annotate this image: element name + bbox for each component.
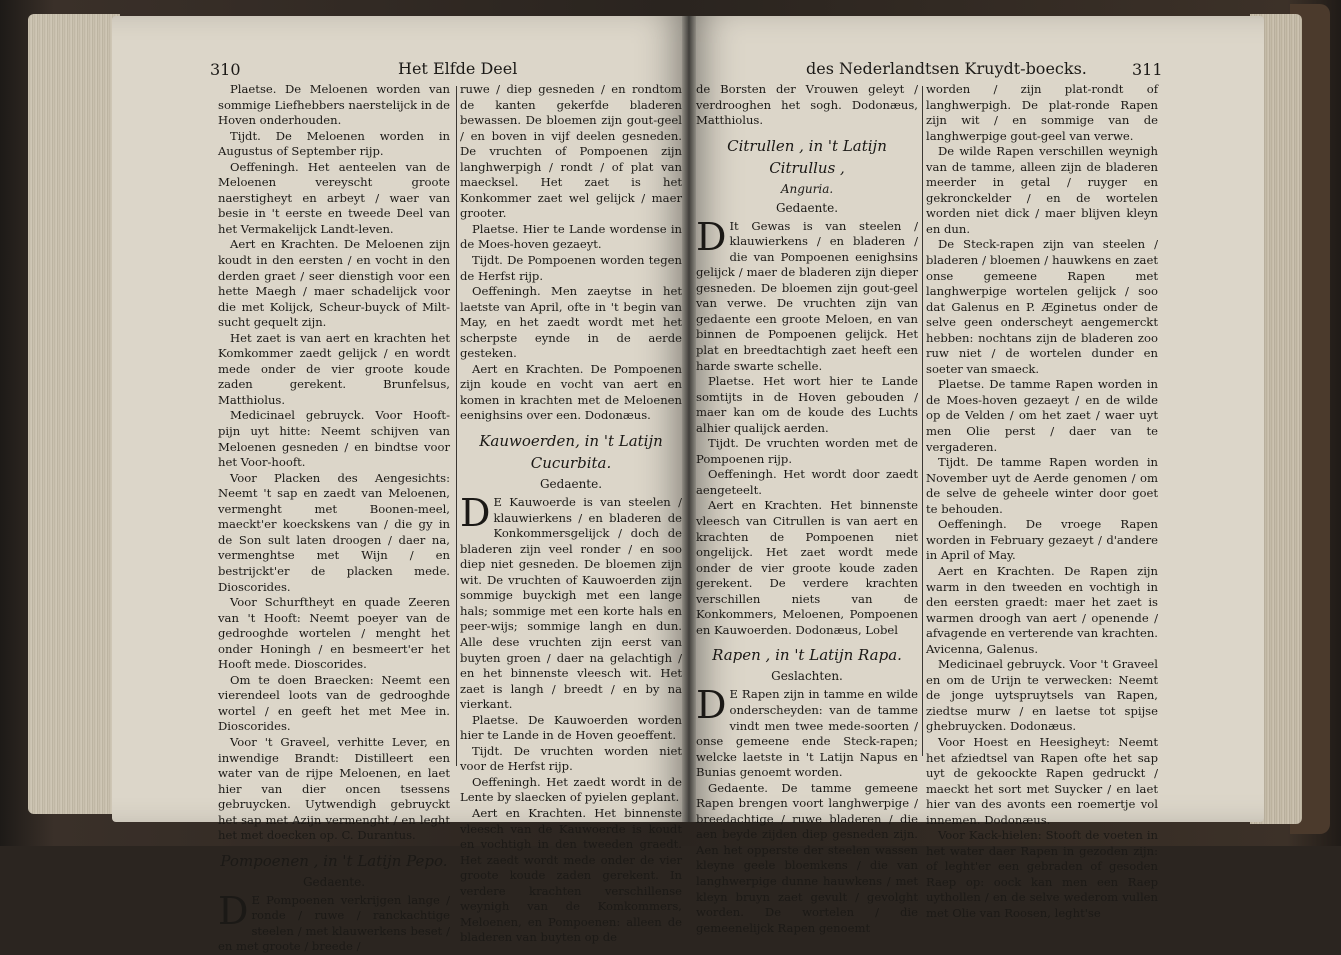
paragraph: Oeffeningh. Men zaeytse in het laetste van April, ofte in 't begin van May, en het zaedt wordt met het scherpste eynde in de aerde gesteken. [460, 284, 682, 361]
right-page [688, 16, 1264, 935]
paragraph [218, 888, 450, 955]
section-heading: Rapen , in 't Latijn Rapa. [712, 646, 902, 665]
section-heading: Kauwoerden, in 't Latijn Cucurbita. [479, 432, 663, 473]
paragraph: Oeffeningh. Het aenteelen van de Meloenen vereyscht groote naerstigheyt en arbeyt / waer van besie in 't eerste en tweede Deel van het Vermakelijck Landt-leven. [218, 159, 450, 236]
paragraph: Voor Schurftheyt en quade Zeeren van 't Hooft: Neemt poeyer van de gedrooghde wortelen / menght het onder Honingh / en besmeert'er het Hooft mede. Dioscorides. [218, 595, 450, 672]
section-subheading: Geslachten. [771, 669, 843, 684]
section-subheading: Gedaente. [302, 874, 366, 889]
page-number-right: 311 [1132, 60, 1163, 79]
paragraph: Voor 't Graveel, verhitte Lever, en inwendige Brandt: Distilleert een water van de rijpe Meloenen, en laet hier van dier oncen tsessens gebruycken. Uytwendigh gebruyckt het sap met Azijn vermenght / en leght het met doecken op. C. Durantus. [218, 734, 450, 843]
page-number-left: 310 [210, 60, 241, 79]
running-head-left: Het Elfde Deel [398, 59, 518, 78]
paragraph-text: E Rapen zijn in tamme en wilde onderscheyden: van de tamme vindt men twee mede-soorten / onse gemeene ende Steck-rapen; welcke laetste in 't Latijn Napus en Bunias genoemt worden. [696, 687, 918, 780]
running-head-right: des Nederlandtsen Kruydt-boecks. [806, 59, 1087, 78]
paragraph: Oeffeningh. De vroege Rapen worden in February gezaeyt / d'andere in April of May. [926, 517, 1158, 563]
paragraph: Gedaente. De tamme gemeene Rapen brengen voort langhwerpige / breedachtige / ruwe bladeren / die aen beyde zijden diep gesneden zijn. Aen het opperste der steelen wassen kleyne geele bloemkens / die van langhwerpige dunne hauwkens / met kleyn bruyn zaet gevult / gevolght worden. De wortelen / die gemeenelijck Rapen genoemt [696, 780, 918, 935]
paragraph: Tijdt. De Pompoenen worden tegen de Herfst rijp. [460, 253, 682, 283]
section-heading-latin: Anguria. [780, 181, 834, 196]
paragraph: Plaetse. Het wort hier te Lande somtijts in de Hoven gebouden / maer kan om de koude des Luchts alhier qualijck aerden. [696, 374, 918, 435]
paragraph: Aert en Krachten. De Rapen zijn warm in den tweeden en vochtigh in den eersten graedt: maer het zaet is warmen droogh van aert / openende / afvagende en verterende van krachten. Avicenna, Galenus. [926, 563, 1158, 656]
column-rule [922, 86, 923, 756]
paragraph: Aert en Krachten. De Meloenen zijn koudt in den eersten / en vocht in den derden graet / seer dienstigh voor een hette Maegh / maer schadelijck voor die met Kolijck, Scheur-buyck of Milt-sucht gequelt zijn. [218, 237, 450, 330]
paragraph: Het zaet is van aert en krachten het Komkommer zaedt gelijck / en wordt mede onder de vier groote koude zaden gerekent. Brunfelsus, Matthiolus. [218, 330, 450, 407]
paragraph: Medicinael gebruyck. Voor Hooft-pijn uyt hitte: Neemt schijven van Meloenen gesneden / en bindtse voor het Voor-hooft. [218, 408, 450, 470]
paragraph: Voor Kack-hielen: Stooft de voeten in het water daer Rapen in gezoden zijn: of leght'er een gebraden of gesoden Raep op: oock kan men een Raep uythollen / en de selve wederom vullen met Olie van Roosen, leght'se [926, 828, 1158, 920]
section-subheading: Gedaente. [539, 477, 603, 492]
paragraph-text: It Gewas is van steelen / klauwierkens / en bladeren / die van Pompoenen eenighsins gelijck / maer de bladeren zijn dieper gesneden. De bloemen zijn gout-geel van verwe. De vruchten zijn van gedaente een groote Meloen, en van binnen de Pompoenen gelijck. Het plat en breedtachtigh zaet heeft een harde swarte schelle. [696, 218, 918, 373]
paragraph: Om te doen Braecken: Neemt een vierendeel loots van de gedrooghde wortel / en geeft het met Mee in. Dioscorides. [218, 672, 450, 734]
paragraph [460, 491, 682, 713]
drop-cap: D [696, 214, 727, 259]
book-gutter [682, 16, 696, 822]
section-heading: Pompoenen , in 't Latijn Pepo. [220, 851, 448, 870]
paragraph [696, 683, 918, 780]
left-page [112, 16, 688, 954]
drop-cap: D [460, 491, 491, 536]
column-rule [456, 86, 457, 766]
paragraph: de Borsten der Vrouwen geleyt / verdrooghen het sogh. Dodonæus, Matthiolus. [696, 82, 918, 128]
left-column-1 [218, 82, 450, 955]
section-heading: Citrullen , in 't Latijn Citrullus , [727, 136, 887, 177]
drop-cap: D [696, 683, 727, 728]
paragraph: Plaetse. De Kauwoerden worden hier te Lande in de Hoven geoeffent. [460, 712, 682, 743]
paragraph: Oeffeningh. Het wordt door zaedt aengeteelt. [696, 467, 918, 497]
paragraph: Tijdt. De vruchten worden met de Pompoenen rijp. [696, 436, 918, 466]
paragraph: Plaetse. Hier te Lande wordense in de Moes-hoven gezaeyt. [460, 221, 682, 252]
paragraph: ruwe / diep gesneden / en rondtom de kanten gekerfde bladeren bewassen. De bloemen zijn gout-geel / en boven in vijf deelen gesneden. De vruchten of Pompoenen zijn langhwerpigh / rondt / of plat van maecksel. Het zaet is het Konkommer zaet wel gelijck / maer grooter. [460, 82, 682, 221]
paragraph: worden / zijn plat-rondt of langhwerpigh. De plat-ronde Rapen zijn wit / en sommige van de langhwerpige gout-geel van verwe. [926, 82, 1158, 143]
paragraph: Aert en Krachten. Het binnenste vleesch van de Kauwoerde is koudt en vochtigh in den tweeden graedt. Het zaedt wordt mede onder de vier groote koude zaden gerekent. In verdere krachten verschillense weynigh van de Komkommers, Meloenen, en Pompoenen: alleen de bladeren van buyten op de [460, 805, 682, 945]
paragraph: Tijdt. De Meloenen worden in Augustus of September rijp. [218, 128, 450, 159]
paragraph: Voor Placken des Aengesichts: Neemt 't sap en zaedt van Meloenen, vermenght met Boonen-meel, maeckt'er koeckskens van / die gy in de Son sult laten droogen / daer na, vermenghtse met Wijn / en bestrijckt'er de placken mede. Dioscorides. [218, 470, 450, 594]
paragraph: Oeffeningh. Het zaedt wordt in de Lente by slaecken of pyielen geplant. [460, 774, 682, 805]
right-column-2 [926, 82, 1158, 922]
paragraph: Aert en Krachten. De Pompoenen zijn koude en vocht van aert en komen in krachten met de Meloenen eenighsins over een. Dodonæus. [460, 361, 682, 423]
paragraph: Medicinael gebruyck. Voor 't Graveel en om de Urijn te verwecken: Neemt de jonge uytspruytsels van Rapen, ziedtse murw / en laetse tot spijse ghebruycken. Dodonæus. [926, 657, 1158, 734]
page-edges-left [28, 14, 120, 814]
drop-cap: D [218, 888, 249, 933]
paragraph [696, 214, 918, 374]
left-column-2 [460, 82, 682, 946]
right-column-1 [696, 82, 918, 936]
section-subheading: Gedaente. [775, 200, 839, 215]
paragraph: Voor Hoest en Heesigheyt: Neemt het afziedtsel van Rapen ofte het sap uyt de gekoockte Rapen gedruckt / maeckt het sort met Suycker / en laet hier van des avonts een roemertje vol innemen. Dodonæus. [926, 734, 1158, 827]
paragraph: Plaetse. De Meloenen worden van sommige Liefhebbers naerstelijck in de Hoven onderhouden. [218, 82, 450, 128]
paragraph: De wilde Rapen verschillen weynigh van de tamme, alleen zijn de bladeren meerder in getal / ruyger en gekronckelder / en de wortelen worden niet dick / maer blijven kleyn en dun. [926, 144, 1158, 236]
paragraph: De Steck-rapen zijn van steelen / bladeren / bloemen / hauwkens en zaet onse gemeene Rapen met langhwerpige wortelen gelijck / soo dat Galenus en P. Æginetus onder de selve geen onderscheyt aengemerckt hebben: nochtans zijn de bladeren zoo ruw niet / de wortelen dunder en soeter van smaeck. [926, 237, 1158, 376]
paragraph-text: E Kauwoerde is van steelen / klauwierkens / en bladeren de Konkommersgelijck / doch de bladeren zijn veel ronder / en soo diep niet gesneden. De bloemen zijn wit. De vruchten of Kauwoerden zijn sommige buyckigh met een lange hals; sommige met een korte hals en peer-wijs; sommige langh en dun. Alle dese vruchten zijn eerst van buyten groen / daer na gelachtigh / en het binnenste vleesch wit. Het zaet is langh / breedt / en by na vierkant. [460, 495, 682, 712]
paragraph: Plaetse. De tamme Rapen worden in de Moes-hoven gezaeyt / en de wilde op de Velden / om het zaet / waer uyt men Olie perst / daer van te vergaderen. [926, 377, 1158, 454]
paragraph: Tijdt. De vruchten worden niet voor de Herfst rijp. [460, 743, 682, 774]
paragraph: Aert en Krachten. Het binnenste vleesch van Citrullen is van aert en krachten de Pompoenen niet ongelijck. Het zaet wordt mede onder de vier groote koude zaden gerekent. De verdere krachten verschillen niets van de Konkommers, Meloenen, Pompoenen en Kauwoerden. Dodonæus, Lobel [696, 498, 918, 637]
paragraph: Tijdt. De tamme Rapen worden in November uyt de Aerde genomen / om de selve de geheele winter door goet te behouden. [926, 455, 1158, 516]
paragraph-text: E Pompoenen verkrijgen lange / ronde / ruwe / ranckachtige steelen / met klauwerkens beset / en met groote / breede / [218, 892, 450, 954]
